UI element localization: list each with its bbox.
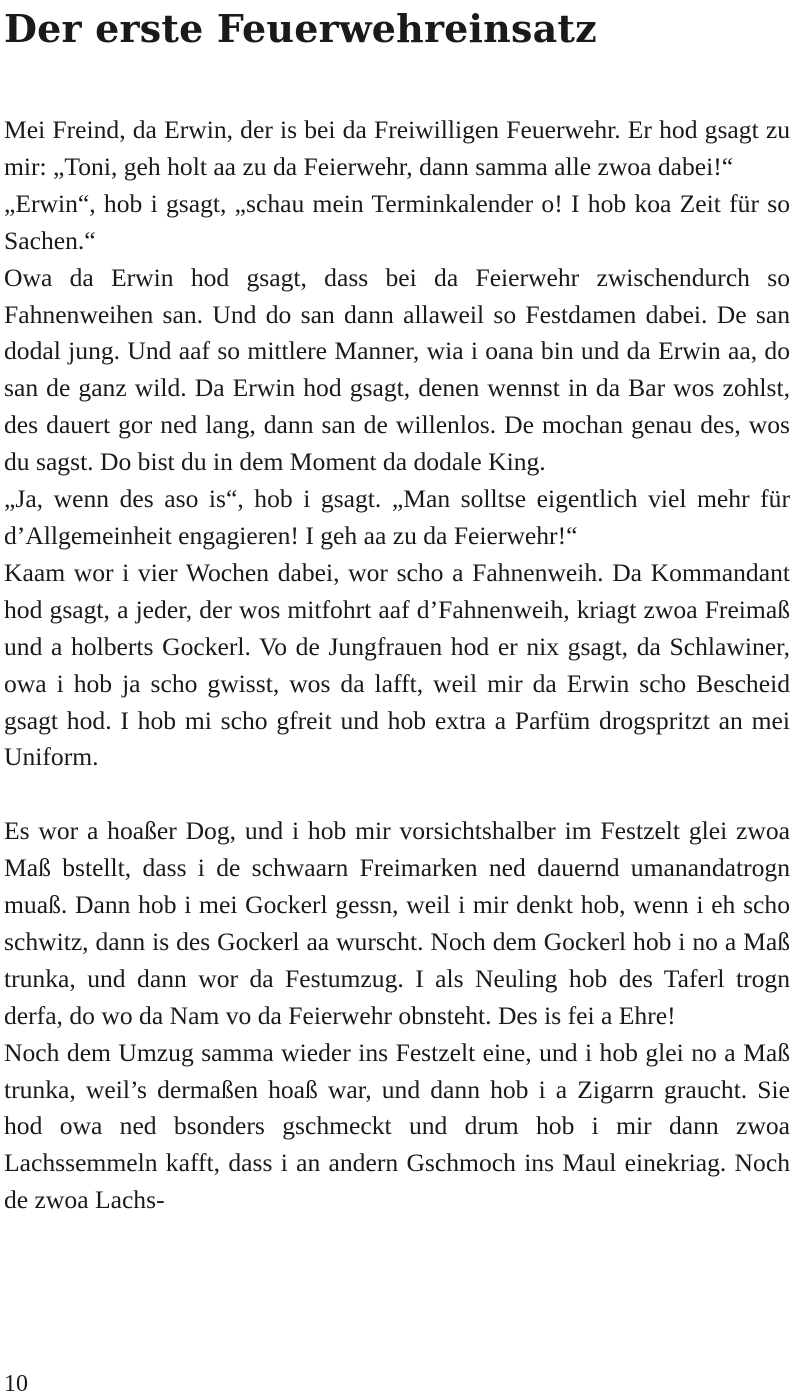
- paragraph-5: Kaam wor i vier Wochen dabei, wor scho a Fahnenweih. Da Kommandant hod gsagt, a jeder, der wos mitfohrt aaf d’Fahnenweih, kriagt zwoa Freimaß und a holberts Gockerl. Vo de Jungfrauen hod er nix gsagt, da Schlawiner, owa i hob ja scho gwisst, wos da lafft, weil mir da Erwin scho Bescheid gsagt hod. I hob mi scho gfreit und hob extra a Parfüm drogspritzt an mei Uniform.: [4, 557, 790, 772]
- paragraph-3: Owa da Erwin hod gsagt, dass bei da Feierwehr zwischendurch so Fahnenweihen san. Und do san dann allaweil so Festdamen dabei. De san dodal jung. Und aaf so mittlere Manner, wia i oana bin und da Erwin aa, do san de ganz wild. Da Erwin hod gsagt, denen wennst in da Bar wos zohlst, des dauert gor ned lang, dann san de willenlos. De mochan genau des, wos du sagst. Do bist du in dem Moment da dodale King.: [4, 262, 790, 477]
- paragraph-6: Es wor a hoaßer Dog, und i hob mir vorsichtshalber im Festzelt glei zwoa Maß bstellt, dass i de schwaarn Freimarken ned dauernd umanandatrogn muaß. Dann hob i mei Gockerl gessn, weil i mir denkt hob, wenn i eh scho schwitz, dann is des Gockerl aa wurscht. Noch dem Gockerl hob i no a Maß trunka, und dann wor da Festumzug. I als Neuling hob des Taferl trogn derfa, do wo da Nam vo da Feierwehr obnsteht. Des is fei a Ehre!: [4, 816, 790, 1030]
- chapter-title: Der erste Feuerwehreinsatz: [4, 6, 597, 51]
- paragraph-gap: [4, 776, 790, 813]
- page-number: 10: [4, 1371, 28, 1397]
- paragraph-1: Mei Freind, da Erwin, der is bei da Freiwilligen Feuerwehr. Er hod gsagt zu mir: „Toni, geh holt aa zu da Feierwehr, dann samma alle zwoa dabei!“: [4, 115, 790, 181]
- paragraph-4: „Ja, wenn des aso is“, hob i gsagt. „Man solltse eigentlich viel mehr für d’Allgemeinheit engagieren! I geh aa zu da Feierwehr!“: [4, 484, 790, 550]
- body-text: [4, 112, 790, 1219]
- book-page: [4, 0, 790, 1400]
- paragraph-2: „Erwin“, hob i gsagt, „schau mein Terminkalender o! I hob koa Zeit für so Sachen.“: [4, 188, 790, 255]
- paragraph-7: Noch dem Umzug samma wieder ins Festzelt eine, und i hob glei no a Maß trunka, weil’s dermaßen hoaß war, und dann hob i a Zigarrn graucht. Sie hod owa ned bsonders gschmeckt und drum hob i mir dann zwoa Lachssemmeln kafft, dass i an andern Gschmoch ins Maul einekriag. Noch de zwoa Lachs-: [4, 1037, 790, 1215]
